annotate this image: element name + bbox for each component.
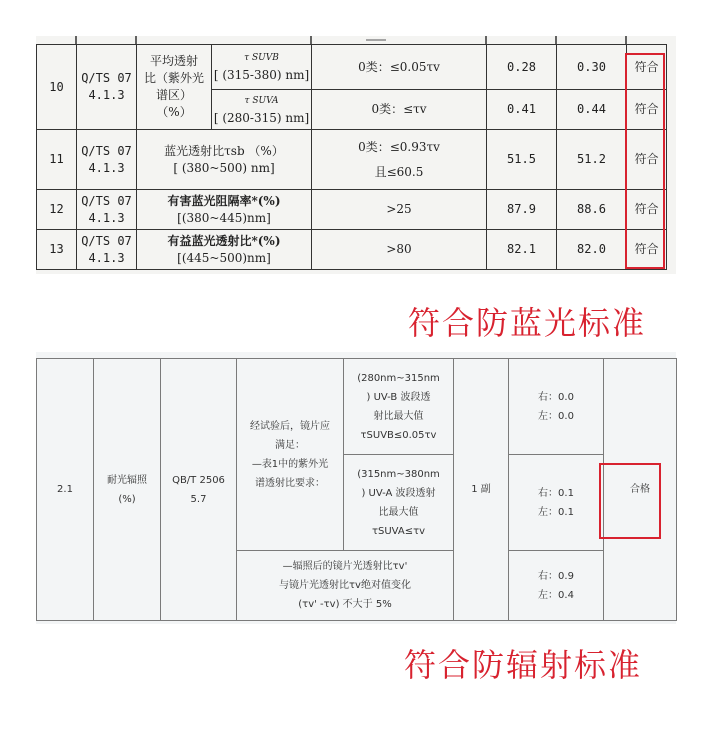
caption-radiation: 符合防辐射标准: [404, 646, 643, 684]
result: 合格: [604, 359, 677, 621]
sample-quantity: 1 副: [454, 359, 509, 621]
result: 符合: [627, 230, 667, 270]
cropped-table-top-edge: [36, 36, 676, 44]
row-number: 11: [37, 130, 77, 190]
measured-value: 0.30: [557, 45, 627, 90]
caption-blue-light: 符合防蓝光标准: [408, 304, 647, 342]
row-number: 2.1: [37, 359, 94, 621]
standard-clause: Q/TS 07 4.1.3: [77, 190, 137, 230]
measured-value: 右：0.1 左：0.1: [509, 455, 604, 551]
result-highlight: [599, 463, 661, 539]
blue-light-test-table: [36, 44, 667, 270]
row-number: 12: [37, 190, 77, 230]
measured-value: 0.28: [487, 45, 557, 90]
table-row: [37, 190, 667, 230]
result: 符合: [627, 190, 667, 230]
measured-value: 右：0.9 左：0.4: [509, 551, 604, 621]
sub-item: τ SUVB [ (315-380) nm]: [212, 45, 312, 90]
requirement-description: 经试验后，镜片应 满足： —表1中的紫外光 谱透射比要求：: [237, 359, 344, 551]
uvb-requirement: (280nm~315nm ) UV-B 波段透 射比最大值 τSUVB≤0.05τv: [344, 359, 454, 455]
result: 符合: [627, 130, 667, 190]
standard-clause: QB/T 2506 5.7: [161, 359, 237, 621]
requirement: >25: [312, 190, 487, 230]
transmittance-change-requirement: —辐照后的镜片光透射比τv' 与镜片光透射比τv绝对值变化 (τv' -τv) 不大于 5%: [237, 551, 454, 621]
test-item: 有益蓝光透射比*(%) [(445~500)nm]: [137, 230, 312, 270]
result: 符合: [627, 45, 667, 90]
table-row: [37, 230, 667, 270]
standard-clause: Q/TS 07 4.1.3: [77, 130, 137, 190]
measured-value: 51.5: [487, 130, 557, 190]
measured-value: 82.1: [487, 230, 557, 270]
requirement: >80: [312, 230, 487, 270]
result-column-highlight: [625, 53, 665, 269]
test-item: 有害蓝光阻隔率*(%) [(380~445)nm]: [137, 190, 312, 230]
measured-value: 0.44: [557, 90, 627, 130]
table-row: [37, 130, 667, 190]
requirement: 0类：≤0.05τv: [312, 45, 487, 90]
standard-clause: Q/TS 07 4.1.3: [77, 45, 137, 130]
measured-value: 82.0: [557, 230, 627, 270]
table-row: [37, 45, 667, 90]
requirement: 0类：≤τv: [312, 90, 487, 130]
row-number: 10: [37, 45, 77, 130]
requirement: 0类：≤0.93τv 且≤60.5: [312, 130, 487, 190]
radiation-test-table: [36, 358, 677, 621]
uva-requirement: (315nm~380nm ) UV-A 波段透射 比最大值 τSUVA≤τv: [344, 455, 454, 551]
standard-clause: Q/TS 07 4.1.3: [77, 230, 137, 270]
measured-value: 87.9: [487, 190, 557, 230]
measured-value: 88.6: [557, 190, 627, 230]
sub-item: τ SUVA [ (280-315) nm]: [212, 90, 312, 130]
test-item: 平均透射 比（紫外光 谱区） （%）: [137, 45, 212, 130]
test-item: 蓝光透射比τsb （%） [ (380~500) nm]: [137, 130, 312, 190]
row-number: 13: [37, 230, 77, 270]
measured-value: 51.2: [557, 130, 627, 190]
table-row: [37, 359, 677, 455]
measured-value: 0.41: [487, 90, 557, 130]
measured-value: 右：0.0 左：0.0: [509, 359, 604, 455]
result: 符合: [627, 90, 667, 130]
test-item: 耐光辐照 (%): [94, 359, 161, 621]
